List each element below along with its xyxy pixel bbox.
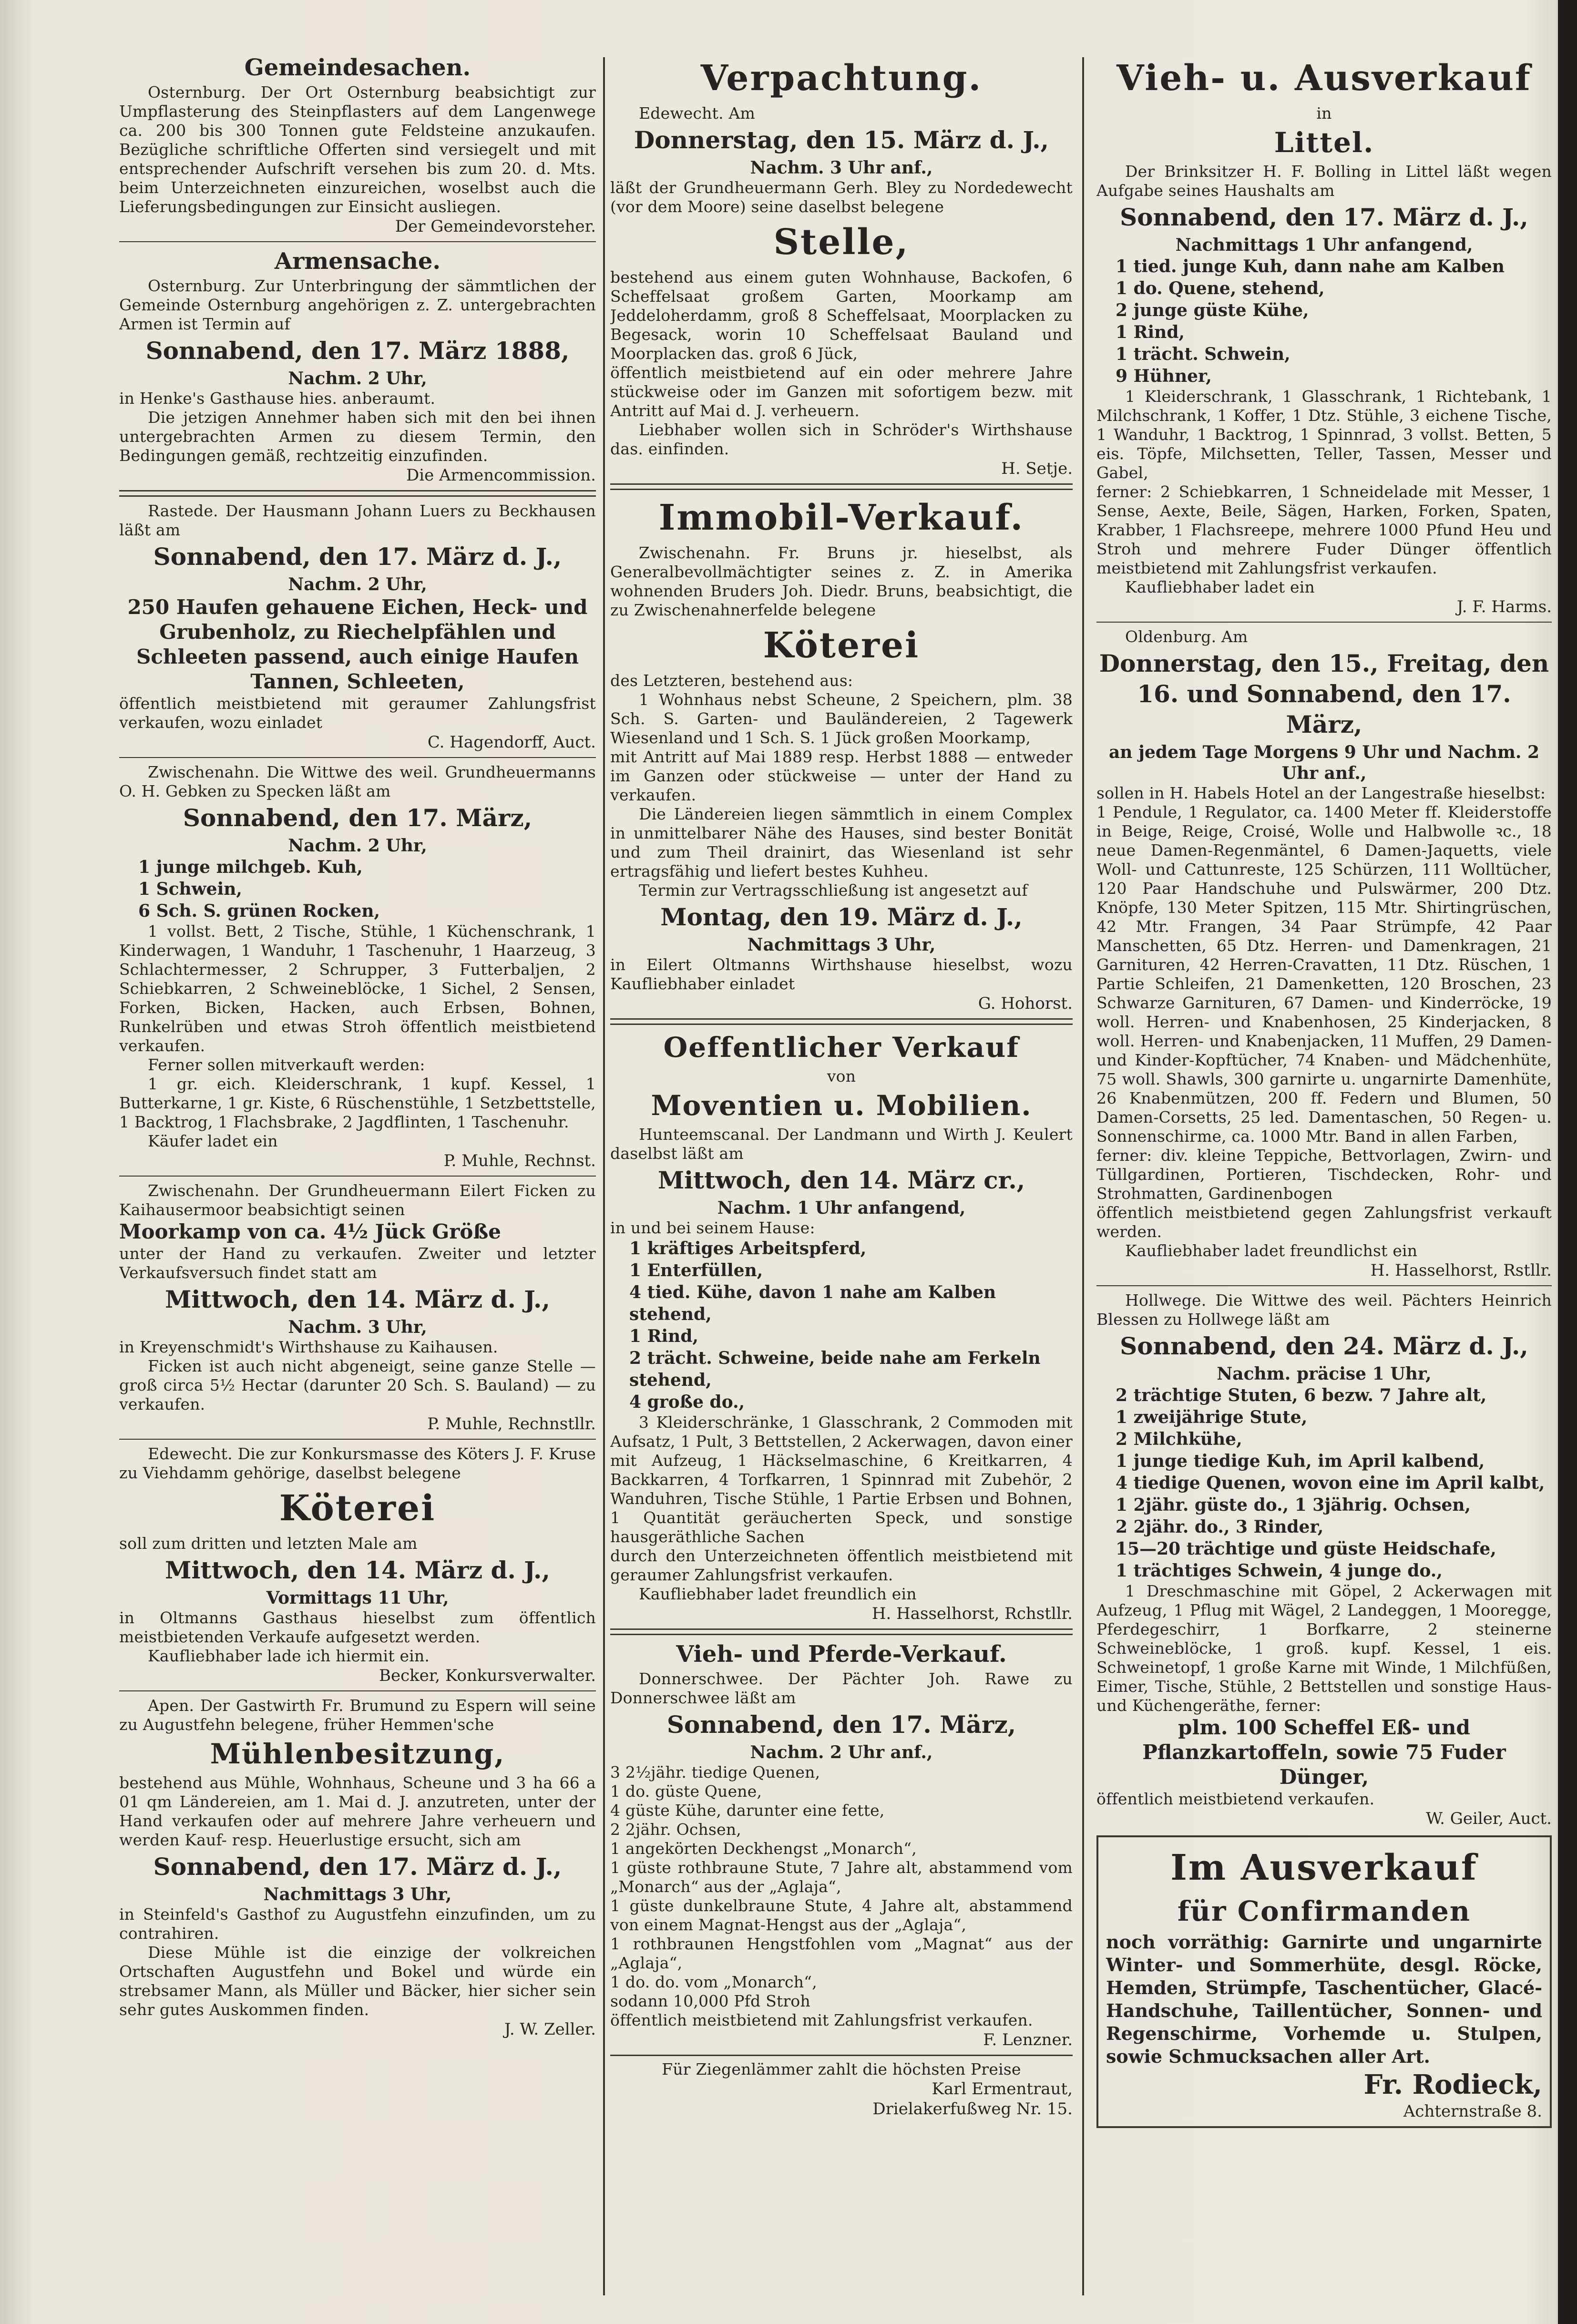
ad-text: Die jetzigen Annehmer haben sich mit den bei ihnen untergebrachten Armen zu diesem Termin, den Bedingungen gemäß, rechtzeitig einzufinden. <box>119 408 596 465</box>
column-middle <box>610 52 1073 2300</box>
ad-text: bestehend aus einem guten Wohnhause, Backofen, 6 Scheffelsaat großem Garten, Moorkamp am Jeddeloherdamm, groß 8 Scheffelsaat, Moorplacken zu Begesack, worin 10 Scheffelsaat Bauland und Moorplacken das. groß 6 Jück, <box>610 268 1073 363</box>
ad-title: Köterei <box>279 1488 436 1529</box>
ad-text: in Steinfeld's Gasthof zu Augustfehn einzufinden, um zu contrahiren. <box>119 1905 596 1943</box>
ad-date: Donnerstag, den 15., Freitag, den 16. und Sonnabend, den 17. März, <box>1099 649 1549 738</box>
ad-signature: F. Lenzner. <box>983 2030 1073 2049</box>
list-item: 1 Rind, <box>1116 322 1185 342</box>
ad-text: Apen. Der Gastwirth Fr. Brumund zu Espern will seine zu Augustfehn belegene, früher Hemmen'sche <box>119 1696 596 1734</box>
list-item: 1 Rind, <box>629 1326 699 1346</box>
ad-text: Ficken ist auch nicht abgeneigt, seine ganze Stelle — groß circa 5½ Hectar (darunter 20 Sch. S. Bauland) — zu verkaufen. <box>119 1357 596 1413</box>
ad-text: Termin zur Vertragsschließung ist angesetzt auf <box>639 881 1028 900</box>
divider <box>1096 1285 1552 1286</box>
ad-text: öffentlich meistbietend verkaufen. <box>1096 1790 1375 1808</box>
ad-signature: Der Gemeindevorsteher. <box>395 217 596 236</box>
divider <box>1096 622 1552 623</box>
list-item: 1 güste dunkelbraune Stute, 4 Jahre alt, abstammend von einem Magnat-Hengst aus der „Aglaja“, <box>610 1896 1073 1934</box>
divider <box>119 1439 596 1440</box>
ad-text: Ferner sollen mitverkauft werden: <box>148 1055 425 1074</box>
page-edge <box>1558 0 1577 2324</box>
ad-text: Liebhaber wollen sich in Schröder's Wirthshause das. einfinden. <box>610 420 1073 458</box>
ad-address: Drielakerfußweg Nr. 15. <box>872 2099 1073 2119</box>
ad-apen-muehle <box>119 1696 596 2039</box>
list-item: 1 do. güste Quene, <box>610 1782 762 1801</box>
ad-title: Köterei <box>763 625 920 666</box>
ad-title: Mühlenbesitzung, <box>210 1738 505 1770</box>
ad-date: Sonnabend, den 17. März d. J., <box>153 543 562 571</box>
divider <box>119 241 596 242</box>
ad-text: in Oltmanns Gasthaus hieselbst zum öffentlich meistbietenden Verkaufe aufgesetzt werden. <box>119 1608 596 1646</box>
ad-time: Nachm. präcise 1 Uhr, <box>1217 1364 1432 1384</box>
ad-text: des Letzteren, bestehend aus: <box>610 671 853 690</box>
ad-title: Immobil-Verkauf. <box>658 497 1024 538</box>
ad-date: Sonnabend, den 24. März d. J., <box>1120 1332 1528 1360</box>
ad-title: Gemeindesachen. <box>244 54 471 81</box>
list-item: 1 do. do. vom „Monarch“, <box>610 1973 817 1991</box>
list-item: 1 rothbraunen Hengstfohlen vom „Magnat“ aus der „Aglaja“, <box>610 1935 1073 1972</box>
ad-text: bestehend aus Mühle, Wohnhaus, Scheune und 3 ha 66 a 01 qm Ländereien, am 1. Mai d. J. anzutreten, unter der Hand verkaufen oder auf mehrere Jahre verheuern und werden Kauf- resp. Heuerlustige ersucht, sich am <box>119 1773 596 1849</box>
ad-time: Nachm. 3 Uhr, <box>288 1317 427 1337</box>
list-item: 1 kräftiges Arbeitspferd, <box>629 1239 867 1259</box>
divider <box>610 1628 1073 1635</box>
ad-time: Nachm. 2 Uhr anf., <box>750 1742 933 1762</box>
ad-text: von <box>827 1067 856 1085</box>
ad-date: Sonnabend, den 17. März, <box>666 1710 1016 1739</box>
list-item: 1 trächt. Schwein, <box>1116 344 1290 364</box>
ad-highlight: plm. 100 Scheffel Eß- und Pflanzkartoffeln, sowie 75 Fuder Dünger, <box>1142 1716 1506 1789</box>
ad-title: Armensache. <box>274 248 441 275</box>
column-left <box>119 52 596 2300</box>
ad-text: in Kreyenschmidt's Wirthshause zu Kaihausen. <box>119 1338 498 1356</box>
divider <box>119 757 596 758</box>
ad-text: Donnerschwee. Der Pächter Joh. Rawe zu Donnerschwee läßt am <box>610 1669 1073 1707</box>
ad-text: Kaufliebhaber lade ich hiermit ein. <box>148 1647 430 1665</box>
ad-text: unter der Hand zu verkaufen. Zweiter und letzter Verkaufsversuch findet statt am <box>119 1244 596 1282</box>
ad-date: Mittwoch, den 14. März d. J., <box>165 1556 550 1584</box>
divider <box>610 1018 1073 1025</box>
ad-title: Oeffentlicher Verkauf <box>663 1031 1020 1064</box>
ad-text: öffentlich meistbietend auf ein oder mehrere Jahre stückweise oder im Ganzen mit sofortigem bezw. mit Antritt auf Mai d. J. verheuern. <box>610 363 1073 420</box>
ad-date: Donnerstag, den 15. März d. J., <box>634 126 1049 154</box>
divider <box>119 1176 596 1177</box>
column-rule <box>603 57 605 2295</box>
ad-oldenburg <box>1096 627 1552 1280</box>
ad-oeffentlicher-verkauf <box>610 1030 1073 1624</box>
ad-text: mit Antritt auf Mai 1889 resp. Herbst 1888 — entweder im Ganzen oder stückweise — unter der Hand zu verkaufen. <box>610 747 1073 804</box>
ad-signature: H. Hasselhorst, Rstllr. <box>1370 1261 1552 1280</box>
ad-text: ferner: div. kleine Teppiche, Bettvorlagen, Zwirn- und Tüllgardinen, Portieren, Tischdecken, Rohr- und Strohmatten, Gardinenbogen <box>1096 1146 1552 1203</box>
ad-time: Nachm. 2 Uhr, <box>288 836 427 856</box>
ad-text: Diese Mühle ist die einzige der volkreichen Ortschaften Augustfehn und Bokel und würde ein strebsamer Mann, als Müller und Bäcker, hier sicher sein sehr gutes Auskommen finden. <box>119 1943 596 2019</box>
ad-text: Käufer ladet ein <box>148 1132 278 1150</box>
ad-text: 1 gr. eich. Kleiderschrank, 1 kupf. Kessel, 1 Butterkarne, 1 gr. Kiste, 6 Rüschenstühle, 1 Setzbettstelle, 1 Backtrog, 1 Flachsbrake, 2 Jagdflinten, 1 Taschenuhr. <box>119 1075 596 1131</box>
ad-text: Hunteemscanal. Der Landmann und Wirth J. Keulert daselbst läßt am <box>610 1125 1073 1163</box>
ad-signature: G. Hohorst. <box>978 994 1073 1013</box>
ad-time: Nachmittags 3 Uhr, <box>263 1884 452 1904</box>
ad-text: Kaufliebhaber ladet freundlich ein <box>639 1585 917 1603</box>
ad-date: Sonnabend, den 17. März d. J., <box>153 1853 562 1881</box>
ad-time: Nachm. 2 Uhr, <box>288 574 427 594</box>
ad-text: Für Ziegenlämmer zahlt die höchsten Preise <box>662 2060 1021 2078</box>
ad-title: Moventien u. Mobilien. <box>651 1089 1032 1122</box>
ad-text: in und bei seinem Hause: <box>610 1218 815 1237</box>
ad-signature: P. Muhle, Rechnst. <box>443 1151 596 1170</box>
list-item: 15—20 trächtige und güste Heidschafe, <box>1116 1539 1496 1559</box>
ad-date: Mittwoch, den 14. März d. J., <box>165 1285 550 1313</box>
ad-highlight: Moorkamp von ca. 4½ Jück Größe <box>119 1220 501 1243</box>
list-item: 2 junge güste Kühe, <box>1116 300 1309 320</box>
ad-text: 1 vollst. Bett, 2 Tische, Stühle, 1 Küchenschrank, 1 Kinderwagen, 1 Wanduhr, 1 Taschenuhr, 1 Haarzeug, 3 Schlachtermesser, 2 Schrupper, 3 Futterbaljen, 2 Schiebkarren, 2 Schweineblöcke, 1 Sichel, 2 Sensen, Forken, Bicken, Hacken, auch Erbsen, Bohnen, Runkelrüben und etwas Stroh öffentlich meistbietend verkaufen. <box>119 922 596 1055</box>
ad-text: Zwischenahn. Die Wittwe des weil. Grundheuermanns O. H. Gebken zu Specken läßt am <box>119 763 596 800</box>
ad-text: in Eilert Oltmanns Wirthshause hieselbst, wozu Kaufliebhaber einladet <box>610 955 1073 993</box>
ad-signature: Die Armencommission. <box>406 466 596 485</box>
ad-text: öffentlich meistbietend gegen Zahlungsfrist verkauft werden. <box>1096 1203 1552 1241</box>
ad-zwischenahn-gebken <box>119 763 596 1171</box>
list-item: 1 tied. junge Kuh, dann nahe am Kalben <box>1116 256 1505 276</box>
list-item: 1 güste rothbraune Stute, 7 Jahre alt, abstammend vom „Monarch“ aus der „Aglaja“, <box>610 1858 1073 1896</box>
list-item: 9 Hühner, <box>1116 366 1212 386</box>
divider <box>610 2055 1073 2056</box>
ad-signature: P. Muhle, Rechnstllr. <box>427 1414 596 1433</box>
ad-text: 1 Kleiderschrank, 1 Glasschrank, 1 Richtebank, 1 Milchschrank, 1 Koffer, 1 Dtz. Stühle, 3 eichene Tische, 1 Wanduhr, 1 Backtrog, 1 Spinnrad, 3 vollst. Betten, 5 eis. Töpfe, Milchsetten, Teller, Tassen, Messer und Gabel, <box>1096 387 1552 482</box>
list-item: 2 trächtige Stuten, 6 bezw. 7 Jahre alt, <box>1116 1385 1487 1405</box>
ad-text: Zwischenahn. Der Grundheuermann Eilert Ficken zu Kaihausermoor beabsichtigt seinen <box>119 1181 596 1219</box>
ad-date: Montag, den 19. März d. J., <box>660 903 1023 931</box>
ad-text: Die Ländereien liegen sämmtlich in einem Complex in unmittelbarer Nähe des Hauses, sind bester Bonität und zum Theil drainirt, das Wiesenland ist sehr ertragsfähig und liefert bestes Kuhheu. <box>610 805 1073 880</box>
ad-verpachtung <box>610 55 1073 479</box>
ad-title: Im Ausverkauf <box>1170 1847 1478 1888</box>
ad-hollwege <box>1096 1291 1552 1829</box>
list-item: 1 Enterfüllen, <box>629 1260 763 1280</box>
list-item: 1 trächtiges Schwein, 4 junge do., <box>1116 1561 1443 1581</box>
ad-time: Vormittags 11 Uhr, <box>266 1588 449 1608</box>
list-item: sodann 10,000 Pfd Stroh <box>610 1992 810 2010</box>
list-item: 1 Schwein, <box>138 879 242 899</box>
ad-signature: W. Geiler, Auct. <box>1426 1809 1552 1828</box>
ad-title: Littel. <box>1274 126 1374 159</box>
ad-date: Sonnabend, den 17. März 1888, <box>145 337 570 365</box>
ad-immobil-verkauf <box>610 495 1073 1014</box>
list-item: 1 do. Quene, stehend, <box>1116 278 1325 298</box>
ad-signature: H. Setje. <box>1001 459 1073 478</box>
ad-ausverkauf-littel <box>1096 55 1552 617</box>
ad-time: an jedem Tage Morgens 9 Uhr und Nachm. 2 Uhr anf., <box>1108 742 1540 783</box>
list-item: 4 große do., <box>629 1392 745 1412</box>
ad-zwischenahn-ficken <box>119 1181 596 1434</box>
list-item: 2 2jähr. Ochsen, <box>610 1820 741 1839</box>
ad-text: öffentlich meistbietend mit Zahlungsfrist verkaufen. <box>610 2011 1033 2029</box>
ad-signature: C. Hagendorff, Auct. <box>427 733 596 752</box>
list-item: 1 junge milchgeb. Kuh, <box>138 857 363 877</box>
ad-highlight: 250 Haufen gehauene Eichen, Heck- und Grubenholz, zu Riechelpfählen und Schleeten passend, auch einige Haufen Tannen, Schleeten, <box>127 595 588 693</box>
ad-title: für Confirmanden <box>1177 1895 1471 1927</box>
ad-signature: J. W. Zeller. <box>504 2020 596 2039</box>
ad-text: Rastede. Der Hausmann Johann Luers zu Beckhausen läßt am <box>119 502 596 539</box>
list-item: 4 güste Kühe, darunter eine fette, <box>610 1801 885 1820</box>
ad-text: 1 Pendule, 1 Regulator, ca. 1400 Meter ff. Kleiderstoffe in Beige, Reige, Croisé, Wolle und Halbwolle ꝛc., 18 neue Damen-Regenmäntel, 6 Damen-Jaquetts, viele Woll- und Cattunreste, 125 Schürzen, 111 Wolltücher, 120 Paar Handschuhe und Pulswärmer, 200 Dtz. Knöpfe, 130 Meter Spitzen, 115 Mtr. Shirtingrüschen, 42 Mtr. Frangen, 34 Paar Strümpfe, 42 Paar Manschetten, 65 Dtz. Herren- und Damenkragen, 21 Garnituren, 42 Herren-Cravatten, 11 Dtz. Rüschen, 1 Partie Schleifen, 21 Damenketten, 120 Broschen, 23 Schwarze Garnituren, 67 Damen- und Kinderröcke, 19 woll. Herren- und Knabenhosen, 25 Kinderjacken, 8 woll. Herren- und Knabenjacken, 11 Muffen, 29 Damen- und Kinder-Kopftücher, 74 Knaben- und Mädchenhüte, 75 woll. Shawls, 300 garnirte u. ungarnirte Damenhüte, 26 Knabenmützen, 200 ff. Federn und Blumen, 50 Damen-Corsetts, 25 led. Damentaschen, 50 Regen- u. Sonnenschirme, ca. 1000 Mtr. Band in allen Farben, <box>1096 803 1552 1146</box>
column-right <box>1096 52 1552 2300</box>
ad-text: Osternburg. Zur Unterbringung der sämmtlichen der Gemeinde Osternburg angehörigen z. Z. untergebrachten Armen ist Termin auf <box>119 276 596 333</box>
ad-text: durch den Unterzeichneten öffentlich meistbietend mit geraumer Zahlungsfrist verkaufen. <box>610 1546 1073 1584</box>
ad-text: Oldenburg. Am <box>1125 627 1248 646</box>
ad-text: läßt der Grundheuermann Gerh. Bley zu Nordedewecht (vor dem Moore) seine daselbst belegene <box>610 178 1073 216</box>
list-item: 1 junge tiedige Kuh, im April kalbend, <box>1116 1451 1485 1471</box>
list-item: 2 Milchkühe, <box>1116 1429 1242 1449</box>
ad-ziegenlaemmer <box>610 2060 1073 2119</box>
ad-signature: Fr. Rodieck, <box>1363 2069 1542 2100</box>
ad-text: ferner: 2 Schiebkarren, 1 Schneidelade mit Messer, 1 Sense, Aexte, Beile, Sägen, Harken, Forken, Spaten, Krabber, 1 Flachsreepe, mehrere 1000 Pfund Heu und Stroh und mehrere Fuder Dünger öffentlich meistbietend mit Zahlungsfrist verkaufen. <box>1096 482 1552 577</box>
ad-address: Achternstraße 8. <box>1403 2102 1542 2121</box>
ad-date: Mittwoch, den 14. März cr., <box>657 1166 1025 1194</box>
ad-signature: H. Hasselhorst, Rchstllr. <box>871 1604 1073 1623</box>
ad-time: Nachm. 3 Uhr anf., <box>750 158 933 178</box>
list-item: 1 zweijährige Stute, <box>1116 1407 1308 1427</box>
column-rule <box>1082 57 1084 2295</box>
ad-date: Sonnabend, den 17. März d. J., <box>1120 203 1528 231</box>
ad-rastede <box>119 502 596 752</box>
ad-signature: Becker, Konkursverwalter. <box>379 1666 596 1685</box>
ad-text: noch vorräthig: Garnirte und ungarnirte Winter- und Sommerhüte, desgl. Röcke, Hemden, Strümpfe, Taschentücher, Glacé-Handschuhe, Taillentücher, Sonnen- und Regenschirme, Vorhemde u. Stulpen, sowie Schmucksachen aller Art. <box>1106 1931 1542 2067</box>
ad-time: Nachm. 1 Uhr anfangend, <box>717 1198 966 1218</box>
ad-title: Vieh- u. Ausverkauf <box>1116 58 1532 99</box>
ad-text: Kaufliebhaber ladet ein <box>1125 578 1315 596</box>
ad-text: Edewecht. Die zur Konkursmasse des Köters J. F. Kruse zu Viehdamm gehörige, daselbst belegene <box>119 1444 596 1482</box>
divider <box>610 483 1073 490</box>
ad-armensache <box>119 247 596 485</box>
ad-text: Hollwege. Die Wittwe des weil. Pächters Heinrich Blessen zu Hollwege läßt am <box>1096 1291 1552 1329</box>
ad-text: soll zum dritten und letzten Male am <box>119 1534 418 1553</box>
ad-signature: Karl Ermentraut, <box>932 2079 1073 2099</box>
ad-gemeindesachen <box>119 53 596 236</box>
ad-confirmanden <box>1096 1835 1552 2128</box>
ad-text: Edewecht. Am <box>639 104 756 123</box>
ad-text: öffentlich meistbietend mit geraumer Zahlungsfrist verkaufen, wozu einladet <box>119 694 596 732</box>
list-item: 1 angekörten Deckhengst „Monarch“, <box>610 1839 917 1858</box>
ad-text: sollen in H. Habels Hotel an der Langestraße hieselbst: <box>1096 784 1546 802</box>
ad-date: Sonnabend, den 17. März, <box>183 804 532 832</box>
list-item: 3 2½jähr. tiedige Quenen, <box>610 1763 820 1781</box>
ad-text: Osternburg. Der Ort Osternburg beabsichtigt zur Umpflasterung des Steinpflasters auf dem Langenwege ca. 200 bis 300 Tonnen gute Feldsteine anzukaufen. Bezügliche schriftliche Offerten sind versiegelt und mit entsprechender Aufschrift versehen bis zum 20. d. Mts. beim Unterzeichneten einzureichen, woselbst auch die Lieferungsbedingungen zur Einsicht ausliegen. <box>119 83 596 216</box>
ad-title: Stelle, <box>773 222 910 263</box>
ad-edewecht-koeterei <box>119 1444 596 1686</box>
ad-title: Verpachtung. <box>700 58 983 99</box>
ad-text: in <box>1316 104 1332 123</box>
divider <box>119 490 596 497</box>
ad-text: 3 Kleiderschränke, 1 Glasschrank, 2 Commoden mit Aufsatz, 1 Pult, 3 Bettstellen, 2 Ackerwagen, davon einer mit Aufzeug, 1 Häckselmaschine, 6 Kreitkarren, 4 Backkarren, 4 Torfkarren, 1 Spinnrad mit Zubehör, 2 Wanduhren, Tische Stühle, 1 Partie Erbsen und Bohnen, 1 Quantität geräucherten Speck, und sonstige hausgeräthliche Sachen <box>610 1413 1073 1546</box>
ad-text: Zwischenahn. Fr. Bruns jr. hieselbst, als Generalbevollmächtigter seines z. Z. in Amerika wohnenden Bruders Joh. Diedr. Bruns, beabsichtigt, die zu Zwischenahnerfelde belegene <box>610 543 1073 619</box>
ad-text: in Henke's Gasthause hies. anberaumt. <box>119 389 436 408</box>
ad-time: Nachmittags 1 Uhr anfangend, <box>1175 235 1473 255</box>
ad-time: Nachmittags 3 Uhr, <box>747 935 936 955</box>
ad-time: Nachm. 2 Uhr, <box>288 369 427 389</box>
list-item: 4 tied. Kühe, davon 1 nahe am Kalben stehend, <box>629 1282 996 1324</box>
ad-text: 1 Dreschmaschine mit Göpel, 2 Ackerwagen mit Aufzeug, 1 Pflug mit Wägel, 2 Landeggen, 1 Mooregge, Pferdegeschirr, 1 Borfkarre, 2 steinerne Schweineblöcke, 1 groß. kupf. Kessel, 1 eis. Schweinetopf, 1 große Karne mit Winde, 1 Milchfüßen, Eimer, Tische, Stühle, 2 Bettstellen und sonstige Haus- und Küchengeräthe, ferner: <box>1096 1582 1552 1715</box>
ad-text: Der Brinksitzer H. F. Bolling in Littel läßt wegen Aufgabe seines Haushalts am <box>1096 162 1552 200</box>
ad-vieh-pferde <box>610 1640 1073 2050</box>
list-item: 6 Sch. S. grünen Rocken, <box>138 901 380 921</box>
ad-signature: J. F. Harms. <box>1456 597 1552 616</box>
ad-title: Vieh- und Pferde-Verkauf. <box>676 1641 1007 1668</box>
divider <box>119 1690 596 1691</box>
list-item: 4 tiedige Quenen, wovon eine im April kalbt, <box>1116 1473 1545 1493</box>
ad-text: Kaufliebhaber ladet freundlichst ein <box>1125 1241 1418 1260</box>
ad-text: 1 Wohnhaus nebst Scheune, 2 Speichern, plm. 38 Sch. S. Garten- und Bauländereien, 2 Tagewerk Wiesenland und 1 Sch. S. 1 Jück großen Moorkamp, <box>610 690 1073 747</box>
list-item: 2 2jähr. do., 3 Rinder, <box>1116 1517 1324 1537</box>
list-item: 2 trächt. Schweine, beide nahe am Ferkeln stehend, <box>629 1348 1041 1390</box>
list-item: 1 2jähr. güste do., 1 3jährig. Ochsen, <box>1116 1495 1471 1515</box>
